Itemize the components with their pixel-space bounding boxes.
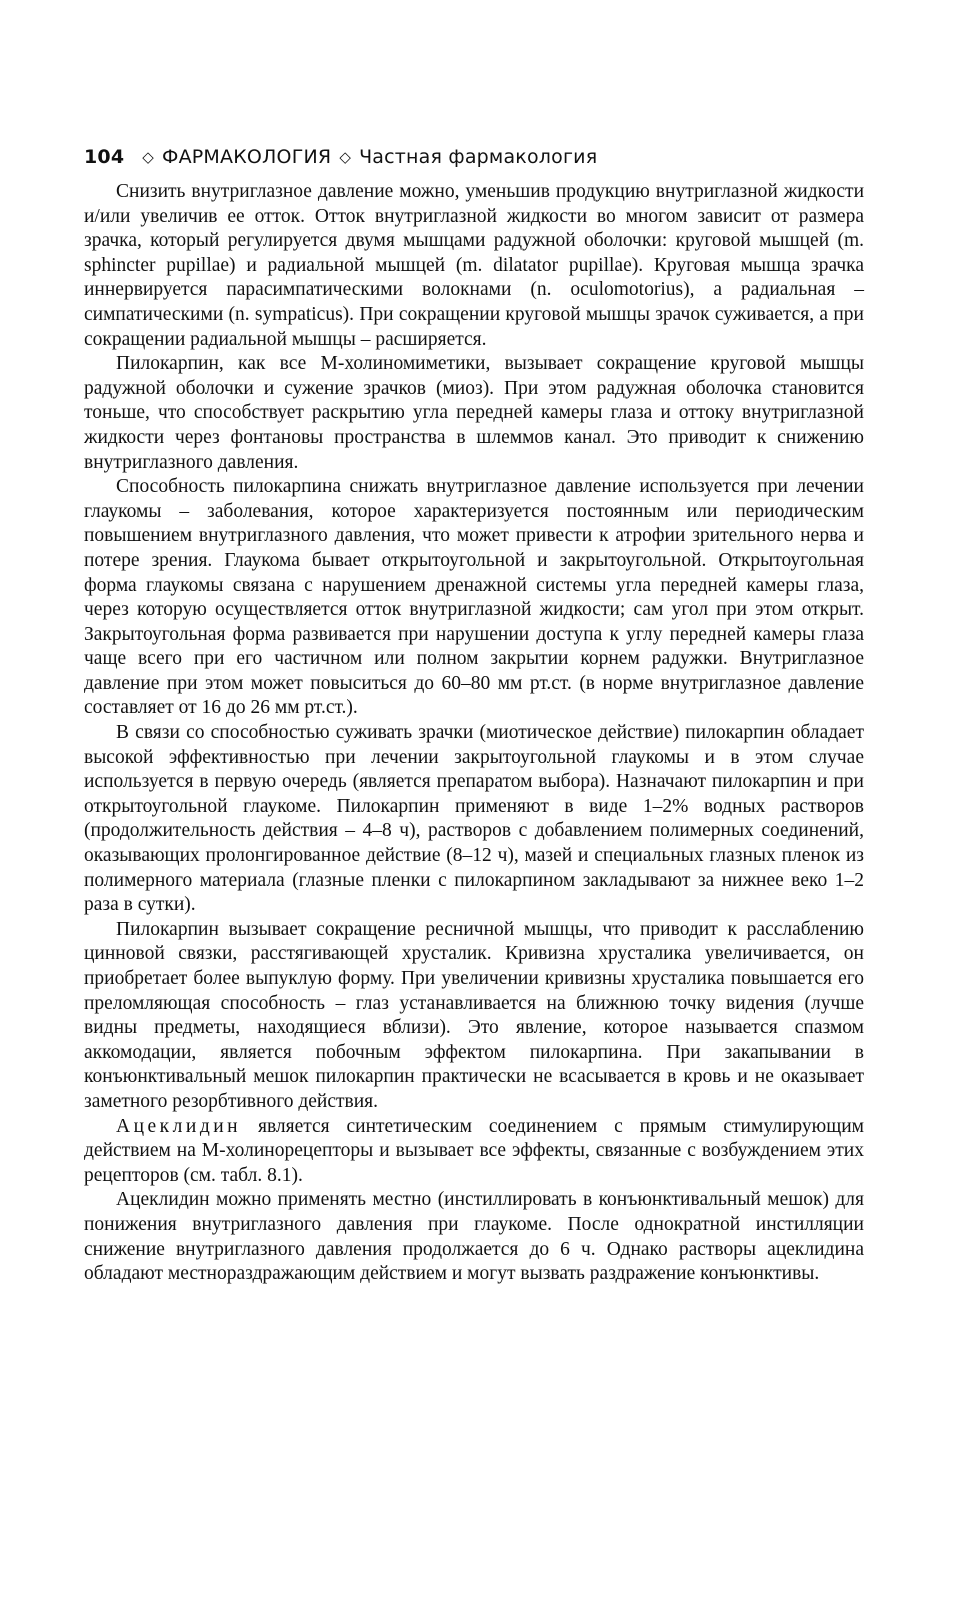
paragraph-aceclidine-use: Ацеклидин можно применять местно (инстиллировать в конъюнктивальный мешок) для понижения внутриглазного давления при глаукоме. После однократной инстилляции снижение внутриглазного давления продолжается до 6 ч. Однако растворы ацеклидина обладают местнораздражающим действием и могут вызвать раздражение конъюнктивы. [84, 1189, 864, 1285]
book-title: ФАРМАКОЛОГИЯ [162, 146, 332, 168]
paragraph-accommodation-spasm: Пилокарпин вызывает сокращение ресничной мышцы, что приводит к расслаблению цинновой связки, расстягивающей хрусталик. Кривизна хрусталика увеличивается, он приобретает более выпуклую форму. При увеличении кривизны хрусталика повышается его преломляющая способность – глаз устанавливается на ближнюю точку видения (лучше видны предметы, находящиеся вблизи). Это явление, которое называется спазмом аккомодации, является побочным эффектом пилокарпина. При закапывании в конъюнктивальный мешок пилокарпин практически не всасывается в кровь и не оказывает заметного резорбтивного действия. [84, 918, 864, 1112]
paragraph-pilocarpine-miosis: Пилокарпин, как все М-холиномиметики, вызывает сокращение круговой мышцы радужной оболочки и сужение зрачков (миоз). При этом радужная оболочка становится тоньше, что способствует раскрытию угла передней камеры глаза и оттоку внутриглазной жидкости через фонтановы пространства в шлеммов канал. Это приводит к снижению внутриглазного давления. [84, 353, 864, 473]
diamond-bullet-icon: ◇ [142, 148, 155, 166]
book-page [84, 144, 864, 1287]
paragraph-pilocarpine-use: В связи со способностью суживать зрачки (миотическое действие) пилокарпин обладает высокой эффективностью при лечении закрытоугольной глаукомы и в этом случае используется в первую очередь (является препаратом выбора). Назначают пилокарпин и при открытоугольной глаукоме. Пилокарпин применяют в виде 1–2% водных растворов (продолжительность действия – 4–8 ч), растворов с добавлением полимерных соединений, оказывающих пролонгированное действие (8–12 ч), мазей и специальных глазных пленок из полимерного материала (глазные пленки с пилокарпином закладывают за нижнее веко 1–2 раза в сутки). [84, 722, 864, 916]
aceclidine-description: является синтетическим соединением с прямым стимулирующим действием на М-холинорецепторы и вызывает все эффекты, связанные с возбуждением этих рецепторов (см. табл. 8.1). [84, 1115, 864, 1186]
running-header [84, 144, 864, 170]
paragraph-intraocular-pressure: Снизить внутриглазное давление можно, уменьшив продукцию внутриглазной жидкости и/или увеличив ее отток. Отток внутриглазной жидкости во многом зависит от размера зрачка, который регулируется двумя мышцами радужной оболочки: круговой мышцей (m. sphincter pupillae) и радиальной мышцей (m. dilatator pupillae). Круговая мышца зрачка иннервируется парасимпатическими волокнами (n. oculomotorius), а радиальная – симпатическими (n. sympaticus). При сокращении круговой мышцы зрачок суживается, а при сокращении радиальной мышцы – расширяется. [84, 181, 864, 350]
body-text [84, 180, 864, 1287]
paragraph-glaucoma: Способность пилокарпина снижать внутриглазное давление используется при лечении глаукомы – заболевания, которое характеризуется постоянным или периодическим повышением внутриглазного давления, что может привести к атрофии зрительного нерва и потере зрения. Глаукома бывает открытоугольной и закрытоугольной. Открытоугольная форма глаукомы связана с нарушением дренажной системы угла передней камеры глаза, через которую осуществляется отток внутриглазной жидкости; сам угол при этом открыт. Закрытоугольная форма развивается при нарушении доступа к углу передней камеры глаза чаще всего при его частичном или полном закрытии корнем радужки. Внутриглазное давление при этом может повыситься до 60–80 мм рт.ст. (в норме внутриглазное давление составляет от 16 до 26 мм рт.ст.). [84, 476, 864, 719]
paragraph-aceclidine-intro [84, 1115, 864, 1189]
term-aceclidine: Ацеклидин [116, 1115, 242, 1137]
section-title: Частная фармакология [359, 146, 598, 168]
diamond-bullet-icon: ◇ [339, 148, 352, 166]
page-number: 104 [84, 146, 125, 168]
